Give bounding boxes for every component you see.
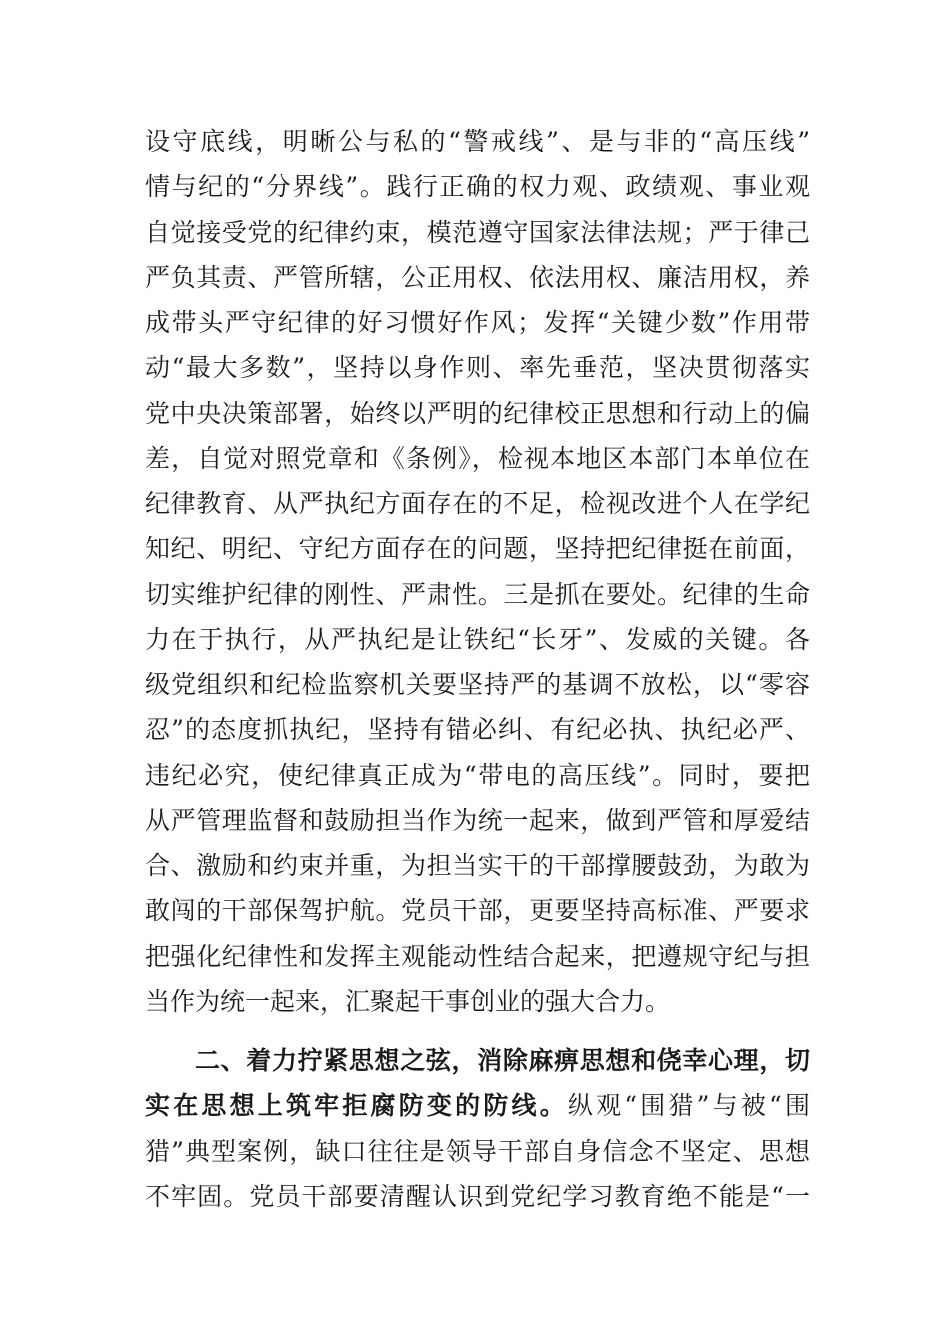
paragraph-gap — [145, 1024, 810, 1038]
paragraph-line: 成带头严守纪律的好习惯好作风；发挥“关键少数”作用带 — [145, 308, 810, 337]
paragraph-line: 纪律教育、从严执纪方面存在的不足，检视改进个人在学纪 — [145, 489, 810, 518]
paragraph-line: 合、激励和约束并重，为担当实干的干部撑腰鼓劲，为敢为 — [145, 851, 810, 880]
paragraph-line: 党中央决策部署，始终以严明的纪律校正思想和行动上的偏 — [145, 398, 810, 428]
paragraph-line: 情与纪的“分界线”。践行正确的权力观、政绩观、事业观 — [145, 172, 810, 202]
paragraph-line: 忍”的态度抓执纪，坚持有错必纠、有纪必执、执纪必严、 — [145, 715, 810, 745]
section-heading-line-mixed — [145, 1083, 810, 1128]
paragraph-line: 设守底线，明晰公与私的“警戒线”、是与非的“高压线” — [145, 127, 810, 156]
section-heading-line: 二、着力拧紧思想之弦，消除麻痹思想和侥幸心理，切 — [195, 1046, 810, 1075]
paragraph-1 — [145, 119, 810, 1024]
section-heading-text: 实在思想上筑牢拒腐防变的防线。 — [145, 1091, 568, 1121]
paragraph-line: 切实维护纪律的刚性、严肃性。三是抓在要处。纪律的生命 — [145, 579, 810, 609]
paragraph-line: 把强化纪律性和发挥主观能动性结合起来，把遵规守纪与担 — [145, 941, 810, 971]
paragraph-line: 级党组织和纪检监察机关要坚持严的基调不放松，以“零容 — [145, 670, 810, 699]
paragraph-line: 差，自觉对照党章和《条例》，检视本地区本部门本单位在 — [145, 443, 810, 473]
paragraph-line: 知纪、明纪、守纪方面存在的问题，坚持把纪律挺在前面， — [145, 534, 810, 564]
paragraph-line: 猎”典型案例，缺口往往是领导干部自身信念不坚定、思想 — [145, 1136, 810, 1166]
paragraph-line: 动“最大多数”，坚持以身作则、率先垂范，坚决贯彻落实 — [145, 353, 810, 383]
paragraph-line: 从严管理监督和鼓励担当作为统一起来，做到严管和厚爱结 — [145, 805, 810, 835]
paragraph-line: 当作为统一起来，汇聚起干事创业的强大合力。 — [145, 986, 671, 1016]
paragraph-line: 自觉接受党的纪律约束，模范遵守国家法律法规；严于律己 — [145, 217, 810, 247]
paragraph-line: 违纪必究，使纪律真正成为“带电的高压线”。同时，要把 — [145, 760, 810, 790]
paragraph-line: 力在于执行，从严执纪是让铁纪“长牙”、发威的关键。各 — [145, 624, 810, 654]
document-body — [145, 119, 810, 1219]
paragraph-2 — [145, 1038, 810, 1219]
paragraph-text: 纵观“围猎”与被“围 — [567, 1091, 810, 1121]
paragraph-line: 严负其责、严管所辖，公正用权、依法用权、廉洁用权，养 — [145, 262, 810, 292]
paragraph-line: 不牢固。党员干部要清醒认识到党纪学习教育绝不能是“一 — [145, 1181, 810, 1211]
paragraph-line: 敢闯的干部保驾护航。党员干部，更要坚持高标准、严要求 — [145, 896, 810, 926]
